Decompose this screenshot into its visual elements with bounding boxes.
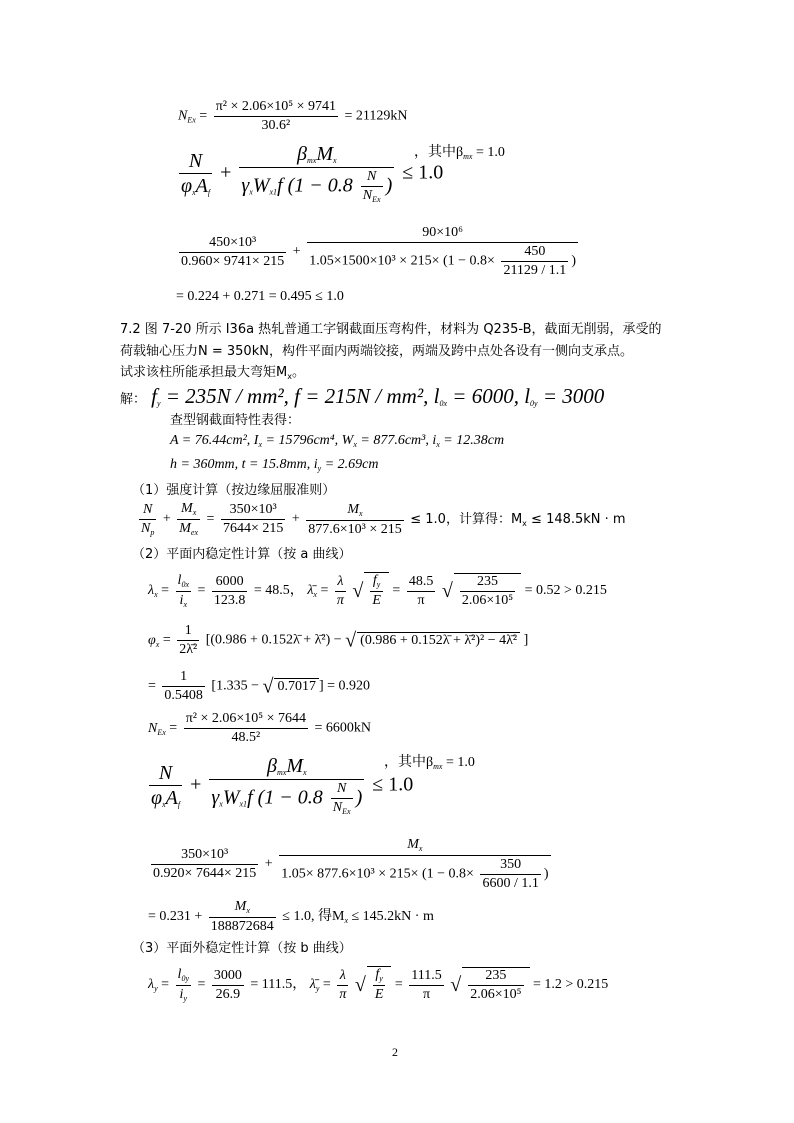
- nex-subscript: Ex: [187, 115, 196, 125]
- check-frac-a: [179, 151, 212, 197]
- step2-nex: $N_{Ex}$ = $\frac{\text{π² × 2.06×10⁵ × 7644}}{\text{48.5²}}$ = 6600kN: [148, 711, 372, 745]
- step3-title: （3）平面外稳定性计算（按 b 曲线）: [132, 941, 352, 956]
- section-title: 查型钢截面特性表得：: [170, 413, 301, 428]
- step1-formula: $\frac{N}{N_p}$ + $\frac{M_x}{M_{ex}}$ = $\frac{\text{350×10³}}{7644\times 215}$ + $\frac{M_x}{\text{877.6×10³ × 215}}$ ≤ 1.0，计算得：$M_x \le 148.5kN \cdot m$: [141, 501, 626, 537]
- sub1-frac1: [179, 236, 286, 269]
- sub1-den1: 0.960× 9741× 215: [181, 253, 285, 269]
- nex-result: = 21129kN: [344, 108, 408, 124]
- nex-formula-1: $N_{Ex}$ = $\frac{\text{π² × 2.06×10⁵ × 9741}}{\text{30.6²}}$ = 21129kN: [178, 99, 408, 133]
- solution-params: [120, 386, 604, 408]
- result-2: = 0.231 + $\frac{M_x}{188872684}$ ≤ 1.0, 得$M_x \le 145.2kN \cdot m$: [148, 899, 434, 934]
- params-formula: $f_y = 235N / mm^2$, f = 215N / mm², $l_{0x} = 6000$, $l_{0y} = 3000$: [151, 384, 605, 408]
- step3-lambda: $\lambda_y$ = $\frac{l_{0y}}{i_y}$ = $\frac{3000}{26.9}$ = 111.5， $\lambdā_y$ = $\frac{\lambda}{\pi}$ √ $\frac{f_y}{E}$ = $\frac{111.5}{\pi}$ √ $\frac{235}{\text{2.06×10⁵}}$ = 1.2 > 0.215: [148, 966, 609, 1003]
- check-frac-b: [239, 144, 394, 204]
- substitution-1: $\frac{\text{450×10³}}{0.960\times 9741\times 215}$ + 90×10⁶ 1.05×1500×10³ × 215× (1 − 0.8× $\frac{450}{21129 / 1.1}$ ): [181, 225, 576, 278]
- step2-phi: $\varphi_x$ = $\frac{1}{\text{2λ̄²}}$ [(0.986 + 0.152λ̄ + λ̄²) − √ (0.986 + 0.152λ̄ + λ̄²)² − 4λ̄² ]: [148, 623, 529, 657]
- check-frac-a-den: $\varphi_xA_f$: [181, 175, 211, 197]
- step1-title: （1）强度计算（按边缘屈服准则）: [132, 483, 336, 498]
- problem-line-1: 7.2 图 7-20 所示 I36a 热轧普通工字钢截面压弯构件，材料为 Q235-B，截面无削弱，承受的: [120, 322, 662, 337]
- stability-check-1: $\frac{N}{\varphi_xA_f}$ + $\beta_{mx}M_x$ $\gamma_xW_{x1}f$ (1 − 0.8 $\frac{N}{N_{Ex}}$ ) ≤ 1.0: [181, 143, 444, 204]
- nex-numerator: π² × 2.06×10⁵ × 9741: [214, 100, 338, 117]
- problem-line-2: 荷载轴心压力N = 350kN，构件平面内两端铰接，两端及跨中点处各设有一侧向支承点。: [120, 344, 633, 359]
- section-props-2: h = 360mm, t = 15.8mm, $i_y = 2.69cm$: [170, 457, 379, 473]
- problem-line-3: 试求该柱所能承担最大弯矩$M_x$。: [120, 365, 305, 381]
- sub1-den2: 1.05×1500×10³ × 215× (1 − 0.8× $\frac{450}{21129 / 1.1}$ ): [309, 244, 576, 278]
- check-frac-a-num: N: [179, 151, 212, 174]
- section-props-1: A = 76.44cm², $I_x = 15796cm^4$, $W_x = 877.6cm^3$, $i_x = 12.38cm$: [170, 433, 505, 449]
- solution-label: 解：: [120, 392, 147, 407]
- page-number: 2: [392, 1045, 398, 1059]
- nex-symbol: N: [178, 108, 188, 124]
- check-frac-b-num: $\beta_{mx}M_x$: [239, 144, 394, 168]
- step2-lambda: $\lambda_x$ = $\frac{l_{0x}}{i_x}$ = $\frac{6000}{123.8}$ = 48.5， $\lambdā_x$ = $\frac{\lambda}{\pi}$ √ $\frac{f_y}{E}$ = $\frac{48.5}{\pi}$ √ $\frac{235}{\text{2.06×10⁵}}$ = 0.52 > 0.215: [148, 572, 607, 609]
- result-1: = 0.224 + 0.271 = 0.495 ≤ 1.0: [176, 289, 344, 304]
- check-note-1: ，其中$\beta_{mx} = 1.0$: [414, 145, 505, 161]
- sub1-num1: 450×10³: [179, 236, 286, 253]
- check-le-1: ≤ 1.0: [402, 161, 444, 184]
- substitution-2: $\frac{\text{350×10³}}{0.920\times 7644\times 215}$ + $M_x$ 1.05× 877.6×10³ × 215× (1 − 0.8× $\frac{350}{6600 / 1.1}$ ): [153, 837, 549, 891]
- sub1-num2: 90×10⁶: [307, 226, 578, 243]
- step2-phi-value: = $\frac{1}{0.5408}$ [1.335 − √ 0.7017 ] = 0.920: [148, 669, 371, 703]
- check-note-2: ，其中$\beta_{mx} = 1.0$: [384, 755, 475, 771]
- nex-denominator: 30.6²: [261, 118, 291, 133]
- stability-check-2: $\frac{N}{\varphi_xA_f}$ + $\beta_{mx}M_x$ $\gamma_xW_{x1}f$ (1 − 0.8 $\frac{N}{N_{Ex}}$ ) ≤ 1.0: [151, 755, 414, 816]
- step2-title: （2）平面内稳定性计算（按 a 曲线）: [132, 547, 352, 562]
- nex-fraction: [214, 100, 338, 133]
- check-frac-b-den: $\gamma_xW_{x1}f$ (1 − 0.8 $\frac{N}{N_{Ex}}$ ): [241, 169, 393, 204]
- sub1-frac2: [307, 226, 578, 278]
